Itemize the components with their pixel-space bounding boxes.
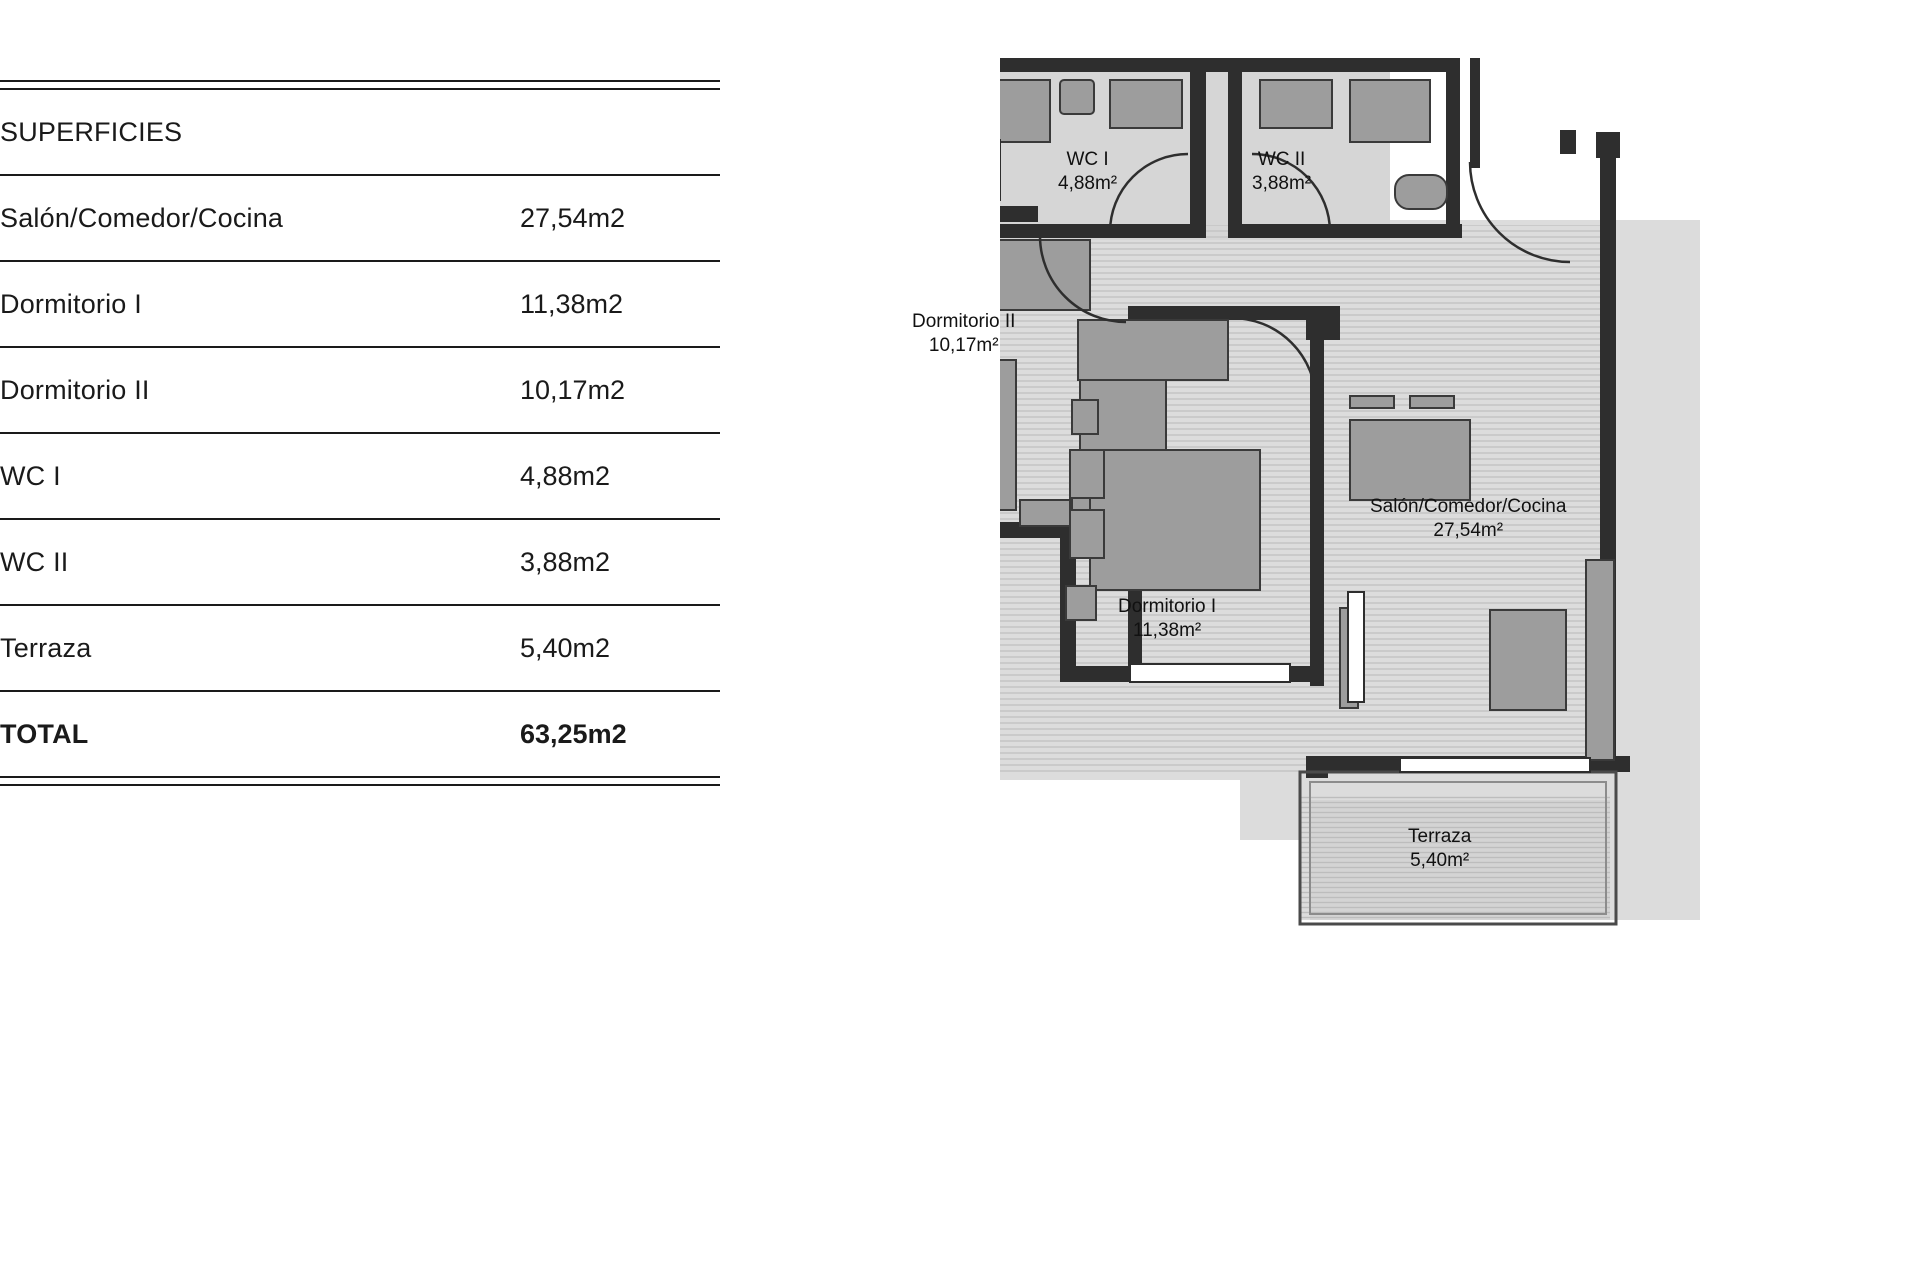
table-row xyxy=(0,348,720,432)
table-cell-label: Dormitorio I xyxy=(0,288,142,319)
room-name: Salón/Comedor/Cocina xyxy=(1370,496,1567,517)
table-cell-value: 5,40m2 xyxy=(520,632,611,663)
table-row xyxy=(0,262,720,346)
room-label-dormitorio-1 xyxy=(1118,595,1216,643)
table-cell-value: 10,17m2 xyxy=(520,374,626,405)
table-row xyxy=(0,434,720,518)
room-area: 27,54m² xyxy=(1433,519,1504,541)
table-row xyxy=(0,176,720,260)
table-total-row xyxy=(0,692,720,776)
table-cell-value: 4,88m2 xyxy=(520,460,611,491)
table-cell-value: 27,54m2 xyxy=(520,202,626,233)
room-area: 4,88m² xyxy=(1058,172,1118,194)
table-bottom-double-rule xyxy=(0,776,720,786)
table-cell-label: WC II xyxy=(0,546,69,577)
room-name: WC I xyxy=(1066,149,1109,170)
room-name: Dormitorio II xyxy=(912,311,1016,332)
table-header-row xyxy=(0,90,720,174)
table-cell-value: 11,38m2 xyxy=(520,288,624,319)
table-cell-label: Dormitorio II xyxy=(0,374,150,405)
surfaces-table xyxy=(0,80,720,786)
room-area: 10,17m² xyxy=(928,334,999,356)
room-label-wc-1 xyxy=(1058,148,1117,196)
table-header-label: SUPERFICIES xyxy=(0,116,183,147)
table-cell-label: WC I xyxy=(0,460,61,491)
room-area: 5,40m² xyxy=(1410,849,1470,871)
room-area: 3,88m² xyxy=(1252,172,1312,194)
table-cell-value: 3,88m2 xyxy=(520,546,611,577)
room-label-dormitorio-2 xyxy=(912,310,1015,358)
table-total-value: 63,25m2 xyxy=(520,718,627,749)
table-row xyxy=(0,520,720,604)
table-row xyxy=(0,606,720,690)
table-top-double-rule xyxy=(0,80,720,90)
floor-plan xyxy=(912,0,1920,1280)
room-label-salon xyxy=(1370,495,1566,543)
table-cell-label: Salón/Comedor/Cocina xyxy=(0,202,284,233)
room-area: 11,38m² xyxy=(1132,619,1202,641)
room-name: Dormitorio I xyxy=(1118,596,1217,617)
room-label-wc-2 xyxy=(1252,148,1311,196)
table-cell-label: Terraza xyxy=(0,632,92,663)
room-name: WC II xyxy=(1257,149,1306,170)
table-total-label: TOTAL xyxy=(0,718,89,749)
room-label-terraza xyxy=(1408,825,1471,873)
room-name: Terraza xyxy=(1408,826,1472,847)
